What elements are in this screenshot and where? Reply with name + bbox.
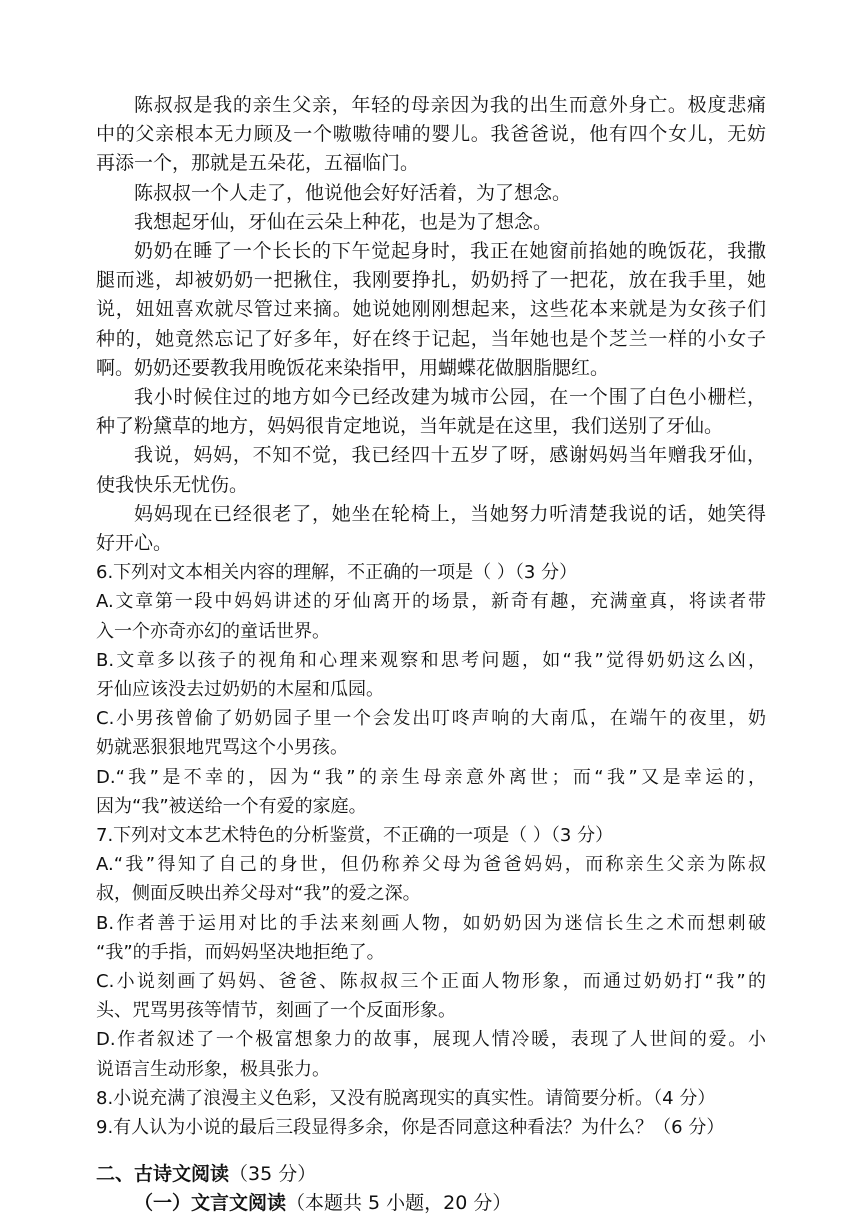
q6-option-d-cont: 因为“我”被送给一个有爱的家庭。 xyxy=(96,795,367,817)
q6-option-d: D.“我”是不幸的，因为“我”的亲生母亲意外离世；而“我”又是幸运的， xyxy=(96,766,766,788)
section-2-score: （35 分） xyxy=(229,1163,317,1186)
question-7-stem: 7.下列对文本艺术特色的分析鉴赏，不正确的一项是（ ）（3 分） xyxy=(96,825,614,846)
q6-option-b-cont: 牙仙应该没去过奶奶的木屋和瓜园。 xyxy=(96,679,384,700)
q6-option-c-cont: 奶就恶狠狠地咒骂这个小男孩。 xyxy=(96,737,348,759)
subsection-title: （一）文言文阅读 xyxy=(134,1192,287,1215)
passage-line: 奶奶在睡了一个长长的下午觉起身时，我正在她窗前掐她的晚饭花，我撒 xyxy=(134,240,766,262)
passage-line: 种的，她竟然忘记了好多年，好在终于记起，当年她也是个芝兰一样的小女子 xyxy=(96,327,766,350)
passage-line: 我小时候住过的地方如今已经改建为城市公园，在一个围了白色小栅栏， xyxy=(134,386,766,408)
passage-line: 我想起牙仙，牙仙在云朵上种花，也是为了想念。 xyxy=(134,210,553,233)
passage-line: 说，妞妞喜欢就尽管过来摘。她说她刚刚想起来，这些花本来就是为女孩子们 xyxy=(96,298,766,321)
q7-option-c-cont: 头、咒骂男孩等情节，刻画了一个反面形象。 xyxy=(96,1000,456,1022)
passage-line: 啊。奶奶还要教我用晚饭花来染指甲，用蝴蝶花做胭脂腮红。 xyxy=(96,356,610,379)
q6-option-b: B.文章多以孩子的视角和心理来观察和思考问题，如“我”觉得奶奶这么凶， xyxy=(96,649,766,671)
passage-line: 我说，妈妈，不知不觉，我已经四十五岁了呀，感谢妈妈当年赠我牙仙， xyxy=(134,444,766,467)
passage-line: 再添一个，那就是五朵花，五福临门。 xyxy=(96,152,420,175)
passage-line: 陈叔叔是我的亲生父亲，年轻的母亲因为我的出生而意外身亡。极度悲痛 xyxy=(134,94,766,116)
subsection-heading xyxy=(134,1191,511,1216)
subsection-note: （本题共 5 小题，20 分） xyxy=(286,1192,512,1215)
passage-line: 好开心。 xyxy=(96,532,173,554)
q6-option-c: C.小男孩曾偷了奶奶园子里一个会发出叮咚声响的大南瓜，在端午的夜里，奶 xyxy=(96,708,766,730)
section-2-heading xyxy=(96,1162,316,1187)
question-6-stem: 6.下列对文本相关内容的理解，不正确的一项是（ ）（3 分） xyxy=(96,562,578,584)
passage-line: 妈妈现在已经很老了，她坐在轮椅上，当她努力听清楚我说的话，她笑得 xyxy=(134,502,766,525)
passage-line: 陈叔叔一个人走了，他说他会好好活着，为了想念。 xyxy=(134,181,572,204)
q7-option-c: C.小说刻画了妈妈、爸爸、陈叔叔三个正面人物形象，而通过奶奶打“我”的 xyxy=(96,971,766,992)
passage-line: 腿而逃，却被奶奶一把揪住，我刚要挣扎，奶奶捋了一把花，放在我手里，她 xyxy=(96,269,766,292)
passage-line: 使我快乐无忧伤。 xyxy=(96,473,249,496)
q7-option-a-cont: 叔，侧面反映出养父母对“我”的爱之深。 xyxy=(96,883,421,905)
question-8: 8.小说充满了浪漫主义色彩，又没有脱离现实的真实性。请简要分析。（4 分） xyxy=(96,1087,716,1109)
q7-option-a: A.“我”得知了自己的身世，但仍称养父母为爸爸妈妈，而称亲生父亲为陈叔 xyxy=(96,854,766,876)
section-2-title: 二、古诗文阅读 xyxy=(96,1163,230,1186)
q7-option-d-cont: 说语言生动形象，极具张力。 xyxy=(96,1058,330,1080)
q6-option-a-cont: 入一个亦奇亦幻的童话世界。 xyxy=(96,620,330,642)
q7-option-b: B.作者善于运用对比的手法来刻画人物，如奶奶因为迷信长生之术而想刺破 xyxy=(96,912,766,934)
passage-line: 种了粉黛草的地方，妈妈很肯定地说，当年就是在这里，我们送别了牙仙。 xyxy=(96,415,724,438)
q7-option-d: D.作者叙述了一个极富想象力的故事，展现人情冷暖，表现了人世间的爱。小 xyxy=(96,1029,766,1051)
passage-line: 中的父亲根本无力顾及一个嗷嗷待哺的婴儿。我爸爸说，他有四个女儿，无妨 xyxy=(96,123,766,146)
q7-option-b-cont: “我”的手指，而妈妈坚决地拒绝了。 xyxy=(96,941,385,963)
question-9: 9.有人认为小说的最后三段显得多余，你是否同意这种看法？为什么？（6 分） xyxy=(96,1117,725,1138)
q6-option-a: A.文章第一段中妈妈讲述的牙仙离开的场景，新奇有趣，充满童真，将读者带 xyxy=(96,591,766,613)
